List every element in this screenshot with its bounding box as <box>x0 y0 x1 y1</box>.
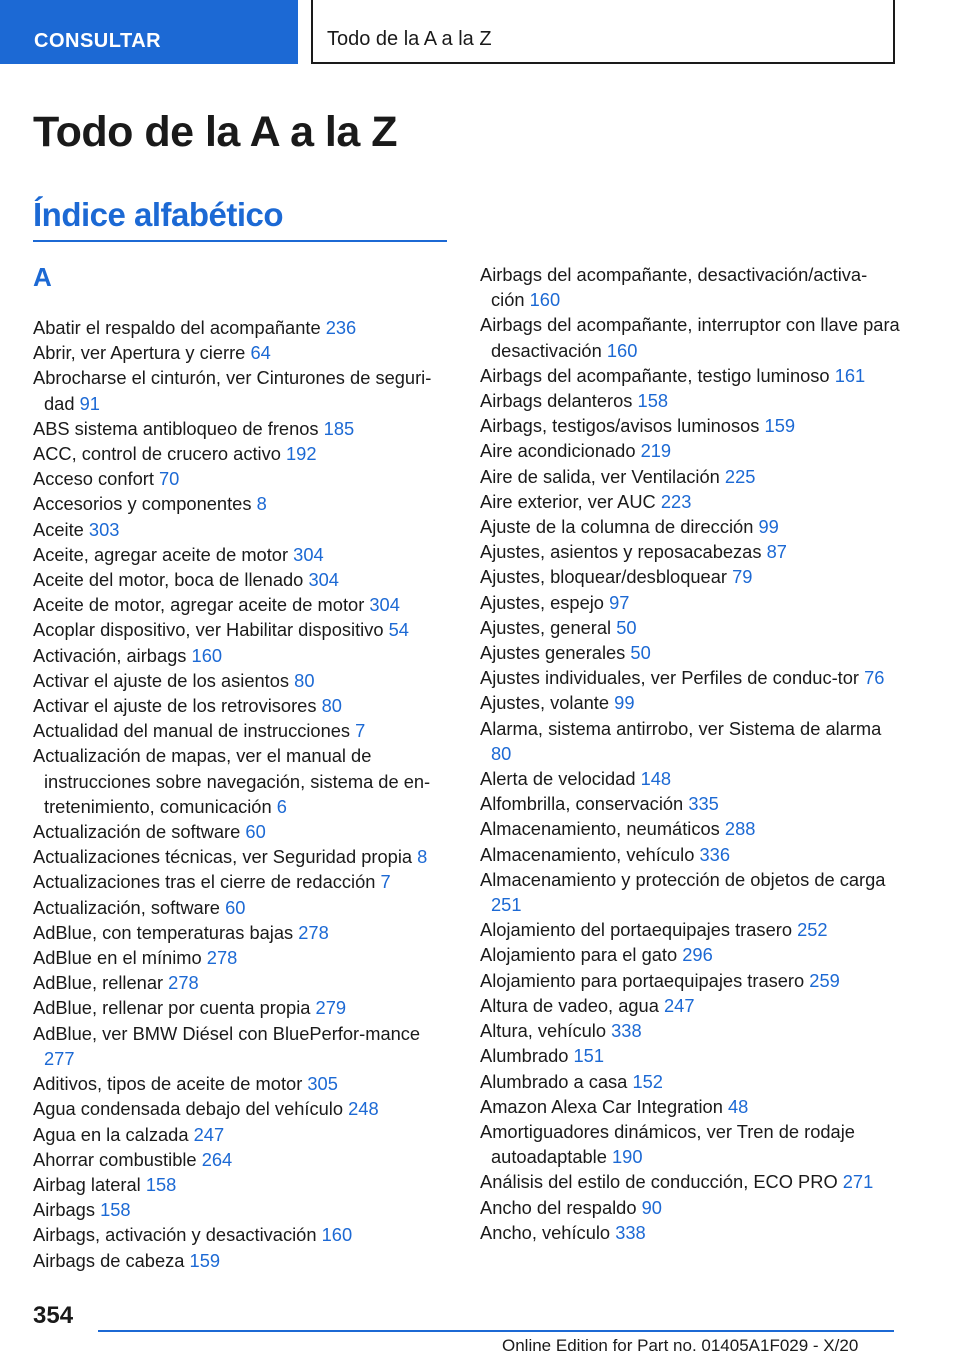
index-entry-page-link[interactable]: 277 <box>44 1047 75 1069</box>
index-entry <box>33 1021 451 1071</box>
index-entry-page-link[interactable]: 225 <box>724 465 756 487</box>
index-entry-page-link[interactable]: 252 <box>797 919 828 941</box>
index-entry-text: Airbags de cabeza <box>33 1249 185 1271</box>
index-entry <box>480 690 900 715</box>
index-entry-text: Alerta de velocidad <box>480 768 636 790</box>
index-entry-text: Aire exterior, ver AUC <box>480 490 656 512</box>
index-entry-text: Alumbrado <box>480 1045 569 1067</box>
index-entry-text: Aceite de motor, agregar aceite de motor <box>33 594 365 616</box>
index-entry-page-link[interactable]: 185 <box>323 417 355 439</box>
index-entry <box>33 365 451 415</box>
index-entry-page-link[interactable]: 90 <box>641 1196 662 1218</box>
index-entry-text: Acoplar dispositivo, ver Habilitar dispositivo <box>33 619 384 641</box>
index-entry-page-link[interactable]: 7 <box>355 720 366 742</box>
index-entry-text: Airbag lateral <box>33 1173 141 1195</box>
index-entry-text: Aire acondicionado <box>480 440 636 462</box>
index-entry <box>33 441 451 466</box>
index-entry-page-link[interactable]: 251 <box>491 894 522 916</box>
index-entry <box>480 564 900 589</box>
index-entry-text: ACC, control de crucero activo <box>33 443 281 465</box>
index-entry <box>33 1147 451 1172</box>
index-entry-page-link[interactable]: 161 <box>834 364 866 386</box>
index-entry <box>33 743 451 819</box>
index-entry-page-link[interactable]: 304 <box>308 569 339 591</box>
index-entry-text: AdBlue en el mínimo <box>33 947 202 969</box>
index-entry <box>480 514 900 539</box>
index-entry-page-link[interactable]: 247 <box>193 1123 225 1145</box>
index-entry-text: Ajustes, bloquear/desbloquear <box>480 566 727 588</box>
index-entry-page-link[interactable]: 64 <box>250 342 271 364</box>
index-entry-text: Activar el ajuste de los asientos <box>33 669 290 691</box>
index-entry-text: Amazon Alexa Car Integration <box>480 1095 723 1117</box>
index-entry <box>480 1220 900 1245</box>
index-entry <box>480 363 900 388</box>
index-entry <box>480 640 900 665</box>
index-entry-page-link[interactable]: 79 <box>732 566 753 588</box>
index-entry-page-link[interactable]: 259 <box>809 969 840 991</box>
chapter-title: Todo de la A a la Z <box>327 28 492 50</box>
index-entry-text: Actualidad del manual de instrucciones <box>33 720 351 742</box>
index-entry <box>480 1195 900 1220</box>
index-entry-page-link[interactable]: 8 <box>256 493 267 515</box>
index-entry-page-link[interactable]: 335 <box>688 793 719 815</box>
index-entry-page-link[interactable]: 190 <box>612 1146 643 1168</box>
index-entry-text: Alojamiento del portaequipajes trasero <box>480 919 792 941</box>
index-entry <box>33 340 451 365</box>
index-entry-page-link[interactable]: 158 <box>145 1173 177 1195</box>
index-entry-text: Actualización, software <box>33 896 220 918</box>
index-entry-text: Alojamiento para el gato <box>480 944 678 966</box>
index-entry-page-link[interactable]: 7 <box>380 871 391 893</box>
index-entry-text: AdBlue, rellenar <box>33 972 164 994</box>
index-entry-text: Alumbrado a casa <box>480 1070 628 1092</box>
index-entry-text: Actualizaciones tras el cierre de redacción <box>33 871 376 893</box>
index-entry <box>33 869 451 894</box>
index-entry-text: Agua condensada debajo del vehículo <box>33 1098 344 1120</box>
index-entry <box>480 1169 900 1194</box>
index-entry-text: Accesorios y componentes <box>33 493 252 515</box>
index-entry-text: Abrir, ver Apertura y cierre <box>33 342 246 364</box>
index-entry <box>33 315 451 340</box>
index-entry <box>480 464 900 489</box>
index-entry <box>480 438 900 463</box>
index-entry-text: Aditivos, tipos de aceite de motor <box>33 1073 303 1095</box>
page-title: Todo de la A a la Z <box>33 108 397 156</box>
index-entry-page-link[interactable]: 192 <box>286 443 317 465</box>
index-entry-text: Airbags del acompañante, desactivación/activa‐ción <box>480 264 868 311</box>
index-entry <box>480 1094 900 1119</box>
index-entry-page-link[interactable]: 304 <box>369 594 400 616</box>
index-divider <box>33 240 447 242</box>
page-number: 354 <box>33 1302 74 1329</box>
index-entry <box>33 542 451 567</box>
index-entry <box>33 1096 451 1121</box>
index-entry <box>480 968 900 993</box>
index-entry-text: Amortiguadores dinámicos, ver Tren de rodaje autoadaptable <box>480 1120 855 1168</box>
index-entry-text: Ancho del respaldo <box>480 1196 637 1218</box>
index-entry <box>480 766 900 791</box>
index-entry-page-link[interactable]: 160 <box>529 289 561 311</box>
index-column-right <box>480 262 900 1245</box>
index-entry <box>480 615 900 640</box>
index-entry-page-link[interactable]: 99 <box>614 692 635 714</box>
index-entry <box>33 416 451 441</box>
index-entry-page-link[interactable]: 80 <box>491 742 512 764</box>
index-entry-text: Ajustes, volante <box>480 692 610 714</box>
index-entry-text: Airbags <box>33 1199 95 1221</box>
index-entry-page-link[interactable]: 278 <box>168 972 199 994</box>
index-entry-page-link[interactable]: 151 <box>573 1045 605 1067</box>
index-entry-text: Altura de vadeo, agua <box>480 994 659 1016</box>
index-entry-page-link[interactable]: 338 <box>611 1020 642 1042</box>
index-entry-text: Airbags del acompañante, interruptor con llave para desactivación <box>480 314 900 361</box>
index-entry-page-link[interactable]: 338 <box>615 1221 646 1243</box>
index-entry <box>480 942 900 967</box>
index-entry-text: Actualizaciones técnicas, ver Seguridad propia <box>33 846 413 868</box>
index-entry-page-link[interactable]: 160 <box>321 1224 353 1246</box>
index-entry-page-link[interactable]: 264 <box>201 1148 233 1170</box>
index-entry-page-link[interactable]: 97 <box>609 591 630 613</box>
section-label: CONSULTAR <box>34 30 162 52</box>
index-entry-text: Activación, airbags <box>33 644 187 666</box>
index-entry-page-link[interactable]: 288 <box>724 818 756 840</box>
index-entry <box>480 791 900 816</box>
index-entry-text: Almacenamiento, vehículo <box>480 843 695 865</box>
index-entry <box>33 970 451 995</box>
index-entry-text: Alfombrilla, conservación <box>480 793 684 815</box>
index-entry-text: Airbags delanteros <box>480 390 633 412</box>
index-entry-page-link[interactable]: 248 <box>348 1098 379 1120</box>
index-entry-text: AdBlue, ver BMW Diésel con BluePerfor‐mance <box>33 1022 421 1044</box>
index-entry-page-link[interactable]: 160 <box>606 339 638 361</box>
index-entry <box>480 539 900 564</box>
index-entry-page-link[interactable]: 305 <box>307 1073 338 1095</box>
index-entry <box>480 413 900 438</box>
index-entry-page-link[interactable]: 303 <box>88 518 120 540</box>
index-entry <box>480 716 900 766</box>
index-entry-page-link[interactable]: 279 <box>315 997 347 1019</box>
index-entry-page-link[interactable]: 159 <box>764 415 796 437</box>
index-entry-page-link[interactable]: 336 <box>699 843 731 865</box>
index-entry <box>33 844 451 869</box>
index-entry-text: Alarma, sistema antirrobo, ver Sistema de alarma <box>480 717 882 739</box>
index-entry-page-link[interactable]: 80 <box>321 695 342 717</box>
index-entry-page-link[interactable]: 271 <box>842 1171 874 1193</box>
index-entry-text: Ajuste de la columna de dirección <box>480 516 754 538</box>
index-entry-page-link[interactable]: 296 <box>682 944 713 966</box>
index-entry <box>480 867 900 917</box>
index-entry <box>33 466 451 491</box>
index-entry-page-link[interactable]: 278 <box>206 947 238 969</box>
index-entry <box>33 1172 451 1197</box>
index-entry-text: Ajustes, asientos y reposacabezas <box>480 541 762 563</box>
index-entry-page-link[interactable]: 278 <box>298 921 329 943</box>
index-entry <box>480 312 900 362</box>
index-entry <box>33 920 451 945</box>
index-entry-text: Aire de salida, ver Ventilación <box>480 465 720 487</box>
index-entry-text: Aceite <box>33 518 84 540</box>
footer-edition: Online Edition for Part no. 01405A1F029 - X/20 <box>502 1336 859 1355</box>
index-entry-text: Ahorrar combustible <box>33 1148 197 1170</box>
index-entry-text: Abatir el respaldo del acompañante <box>33 317 321 338</box>
index-entry-page-link[interactable]: 99 <box>758 516 779 538</box>
section-tab[interactable] <box>0 0 298 64</box>
index-entry <box>33 945 451 970</box>
index-entry <box>33 617 451 642</box>
index-column-left <box>33 315 451 1273</box>
index-entry-page-link[interactable]: 236 <box>325 317 357 338</box>
index-entry-page-link[interactable]: 8 <box>417 846 428 868</box>
index-entry-page-link[interactable]: 48 <box>727 1095 749 1117</box>
index-entry-text: Almacenamiento, neumáticos <box>480 818 720 840</box>
index-entry-text: Ajustes, espejo <box>480 591 604 613</box>
index-entry-text: Airbags del acompañante, testigo luminoso <box>480 364 830 386</box>
index-entry <box>480 590 900 615</box>
index-entry <box>480 665 900 690</box>
index-entry-text: Análisis del estilo de conducción, ECO PRO <box>480 1171 838 1193</box>
index-entry <box>480 816 900 841</box>
index-entry-page-link[interactable]: 152 <box>632 1070 663 1092</box>
index-entry-text: Ajustes generales <box>480 642 626 664</box>
index-letter-heading: A <box>33 262 52 292</box>
index-entry-page-link[interactable]: 304 <box>293 543 324 565</box>
index-entry <box>480 1119 900 1169</box>
index-entry <box>33 668 451 693</box>
index-entry-page-link[interactable]: 54 <box>388 619 409 641</box>
index-entry <box>33 819 451 844</box>
index-entry <box>480 1018 900 1043</box>
index-entry <box>33 491 451 516</box>
index-entry-page-link[interactable]: 158 <box>637 390 669 412</box>
index-entry-text: Acceso confort <box>33 468 154 490</box>
index-entry-page-link[interactable]: 160 <box>191 644 223 666</box>
index-entry-page-link[interactable]: 80 <box>294 669 315 691</box>
page-header <box>0 0 960 66</box>
index-entry <box>480 489 900 514</box>
index-entry <box>480 262 900 312</box>
index-entry-page-link[interactable]: 223 <box>660 490 692 512</box>
index-entry-page-link[interactable]: 50 <box>616 616 637 638</box>
index-entry <box>33 1071 451 1096</box>
index-entry <box>33 1222 451 1247</box>
index-entry-text: Altura, vehículo <box>480 1020 607 1042</box>
index-entry-text: Airbags, activación y desactivación <box>33 1224 317 1246</box>
index-entry-page-link[interactable]: 158 <box>100 1199 131 1221</box>
index-entry <box>480 917 900 942</box>
index-entry-page-link[interactable]: 70 <box>159 468 180 490</box>
index-entry-page-link[interactable]: 87 <box>766 541 787 563</box>
index-entry-page-link[interactable]: 148 <box>640 768 672 790</box>
index-entry-page-link[interactable]: 6 <box>276 795 287 817</box>
index-entry <box>480 1043 900 1068</box>
index-entry-page-link[interactable]: 60 <box>245 821 266 843</box>
index-entry <box>480 993 900 1018</box>
index-entry-text: Activar el ajuste de los retrovisores <box>33 695 317 717</box>
index-entry <box>33 592 451 617</box>
index-entry <box>33 1122 451 1147</box>
index-entry <box>33 1248 451 1273</box>
index-entry-text: Agua en la calzada <box>33 1123 189 1145</box>
index-entry-text: Actualización de software <box>33 821 241 843</box>
index-entry-text: Ancho, vehículo <box>480 1221 611 1243</box>
footer-divider <box>98 1330 894 1332</box>
index-entry-text: ABS sistema antibloqueo de frenos <box>33 417 319 439</box>
chapter-box <box>311 0 895 64</box>
index-entry-text: Aceite del motor, boca de llenado <box>33 569 304 591</box>
index-entry-page-link[interactable]: 159 <box>189 1249 221 1271</box>
index-entry <box>33 567 451 592</box>
index-entry-text: Almacenamiento y protección de objetos de carga <box>480 868 886 890</box>
index-entry-page-link[interactable]: 247 <box>663 994 695 1016</box>
index-entry-page-link[interactable]: 219 <box>640 440 672 462</box>
index-entry <box>480 1069 900 1094</box>
index-entry-text: AdBlue, con temperaturas bajas <box>33 921 294 943</box>
index-entry-text: Aceite, agregar aceite de motor <box>33 543 289 565</box>
index-entry-text: Actualización de mapas, ver el manual de instrucciones sobre navegación, sistema de en‐tretenimiento, comunicación <box>33 745 431 817</box>
index-entry <box>33 895 451 920</box>
index-title: Índice alfabético <box>33 196 284 233</box>
index-entry <box>33 1197 451 1222</box>
index-entry <box>480 388 900 413</box>
index-entry <box>33 718 451 743</box>
index-entry <box>33 995 451 1020</box>
index-entry-text: Airbags, testigos/avisos luminosos <box>480 415 760 437</box>
index-entry-text: Ajustes, general <box>480 616 612 638</box>
index-entry-text: Ajustes individuales, ver Perfiles de conduc‐tor <box>480 667 860 689</box>
index-entry-text: Alojamiento para portaequipajes trasero <box>480 969 805 991</box>
index-entry <box>33 517 451 542</box>
index-entry-page-link[interactable]: 60 <box>225 896 246 918</box>
index-entry-page-link[interactable]: 50 <box>630 642 651 664</box>
index-entry-text: AdBlue, rellenar por cuenta propia <box>33 997 311 1019</box>
index-entry-text: Abrocharse el cinturón, ver Cinturones de seguri‐dad <box>33 367 432 414</box>
index-entry <box>480 842 900 867</box>
index-entry <box>33 693 451 718</box>
index-entry <box>33 643 451 668</box>
index-entry-page-link[interactable]: 91 <box>79 392 100 414</box>
index-entry-page-link[interactable]: 76 <box>864 667 885 689</box>
